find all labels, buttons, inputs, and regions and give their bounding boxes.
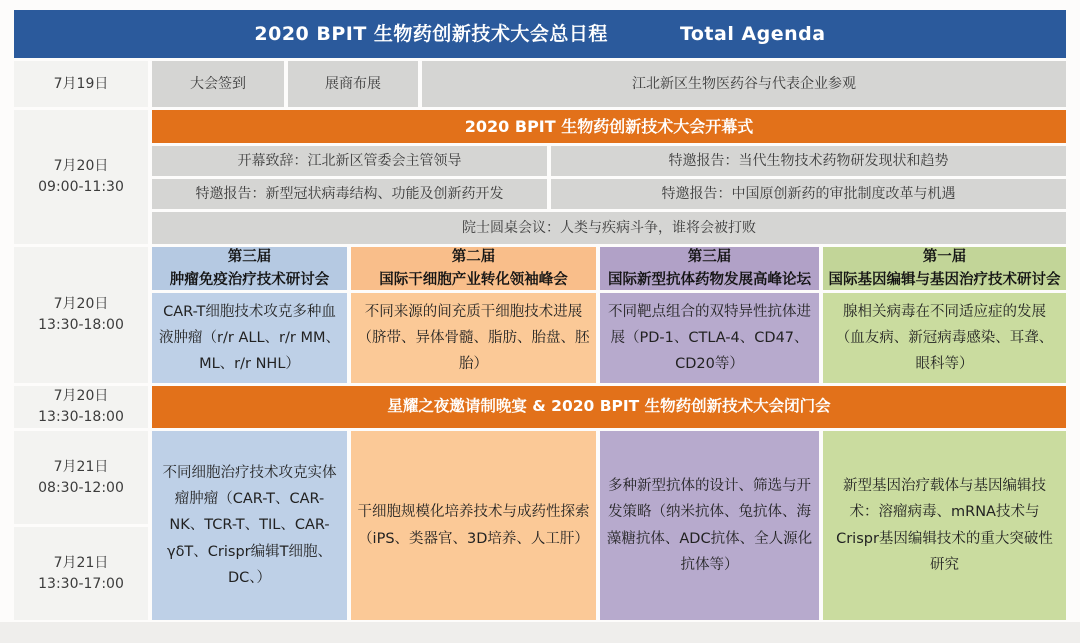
time-jul20-am: 09:00-11:30 <box>38 179 124 195</box>
agenda-title-en: Total Agenda <box>679 22 826 45</box>
topic-mesenchymal-stem-cells: 不同来源的间充质干细胞技术进展（脐带、异体骨髓、脂肪、胎盘、胚胎） <box>351 293 596 383</box>
opening-ceremony-area <box>152 110 1066 244</box>
session-topics-jul20-row <box>152 293 1066 383</box>
row-jul19 <box>14 61 1066 107</box>
track-edition: 第二届 <box>451 249 496 266</box>
date-jul21-am: 7月21日 <box>53 458 109 475</box>
track-name: 国际基因编辑与基因治疗技术研讨会 <box>828 271 1061 288</box>
time-jul21-pm: 13:30-17:00 <box>38 575 124 592</box>
date-jul20-pm: 7月20日 <box>53 296 109 312</box>
row-parallel-sessions <box>14 247 1066 383</box>
track-name: 国际干细胞产业转化领袖峰会 <box>379 271 568 288</box>
cell-keynote-biotech-trends: 特邀报告：当代生物技术药物研发现状和趋势 <box>551 146 1066 176</box>
track-name: 肿瘤免疫治疗技术研讨会 <box>169 271 330 288</box>
jul21-date-column <box>14 431 148 620</box>
gala-dinner-banner: 星耀之夜邀请制晚宴 & 2020 BPIT 生物药创新技术大会闭门会 <box>152 386 1066 428</box>
track-header-antibody-forum <box>600 247 819 290</box>
opening-ceremony-banner: 2020 BPIT 生物药创新技术大会开幕式 <box>152 110 1066 143</box>
topic-gene-therapy-vectors: 新型基因治疗载体与基因编辑技术：溶瘤病毒、mRNA技术与Crispr基因编辑技术的重大突破性研究 <box>823 431 1066 620</box>
row-jul21-sessions <box>14 431 1066 620</box>
row-opening-ceremony <box>14 110 1066 244</box>
page-bottom-margin <box>0 622 1080 643</box>
track-header-tumor-immunotherapy <box>152 247 347 290</box>
opening-row-2 <box>152 179 1066 209</box>
cell-academician-roundtable: 院士圆桌会议：人类与疾病斗争，谁将会被打败 <box>152 212 1066 244</box>
topic-solid-tumor-cell-therapy: 不同细胞治疗技术攻克实体瘤肿瘤（CAR-T、CAR-NK、TCR-T、TIL、CAR-γδT、Crispr编辑T细胞、DC、） <box>152 431 347 620</box>
track-name: 国际新型抗体药物发展高峰论坛 <box>608 271 811 288</box>
track-edition: 第三届 <box>227 249 272 266</box>
date-jul20: 7月20日 <box>53 158 109 174</box>
agenda-title-cn: 2020 BPIT 生物药创新技术大会总日程 <box>254 22 608 45</box>
date-cell-jul19: 7月19日 <box>14 61 148 107</box>
agenda-title-bar <box>14 10 1066 58</box>
agenda-table <box>14 10 1066 620</box>
time-jul21-am: 08:30-12:00 <box>38 479 124 496</box>
cell-registration: 大会签到 <box>152 61 284 107</box>
date-cell-jul21-am <box>14 431 148 524</box>
date-jul21-pm: 7月21日 <box>53 554 109 571</box>
topic-bispecific-antibodies: 不同靶点组合的双特异性抗体进展（PD-1、CTLA-4、CD47、CD20等） <box>600 293 819 383</box>
track-header-stem-cell-summit <box>351 247 596 290</box>
row-gala-dinner <box>14 386 1066 428</box>
topic-car-t-blood-tumors: CAR-T细胞技术攻克多种血液肿瘤（r/r ALL、r/r MM、ML、r/r NHL） <box>152 293 347 383</box>
date-cell-jul20-pm <box>14 247 148 383</box>
time-dinner: 13:30-18:00 <box>38 409 124 425</box>
cell-keynote-drug-approval: 特邀报告：中国原创新药的审批制度改革与机遇 <box>551 179 1066 209</box>
topic-aav-indications: 腺相关病毒在不同适应症的发展（血友病、新冠病毒感染、耳聋、眼科等） <box>823 293 1066 383</box>
track-header-gene-editing <box>823 247 1066 290</box>
opening-row-1 <box>152 146 1066 176</box>
title-row <box>14 10 1066 58</box>
cell-keynote-coronavirus: 特邀报告：新型冠状病毒结构、功能及创新药开发 <box>152 179 547 209</box>
time-jul20-pm: 13:30-18:00 <box>38 317 124 333</box>
date-cell-dinner <box>14 386 148 428</box>
track-edition: 第三届 <box>687 249 732 266</box>
sessions-area <box>152 247 1066 383</box>
date-dinner: 7月20日 <box>53 388 109 404</box>
cell-opening-speech: 开幕致辞：江北新区管委会主管领导 <box>152 146 547 176</box>
cell-exhibitor-setup: 展商布展 <box>288 61 418 107</box>
session-headers-row <box>152 247 1066 290</box>
topic-stem-cell-scale-culture: 干细胞规模化培养技术与成药性探索（iPS、类器官、3D培养、人工肝） <box>351 431 596 620</box>
topic-novel-antibody-design: 多种新型抗体的设计、筛选与开发策略（纳米抗体、兔抗体、海藻糖抗体、ADC抗体、全人源化抗体等） <box>600 431 819 620</box>
cell-biomedical-valley-visit: 江北新区生物医药谷与代表企业参观 <box>422 61 1066 107</box>
date-cell-jul20-am <box>14 110 148 244</box>
track-edition: 第一届 <box>922 249 967 266</box>
date-cell-jul21-pm <box>14 527 148 620</box>
